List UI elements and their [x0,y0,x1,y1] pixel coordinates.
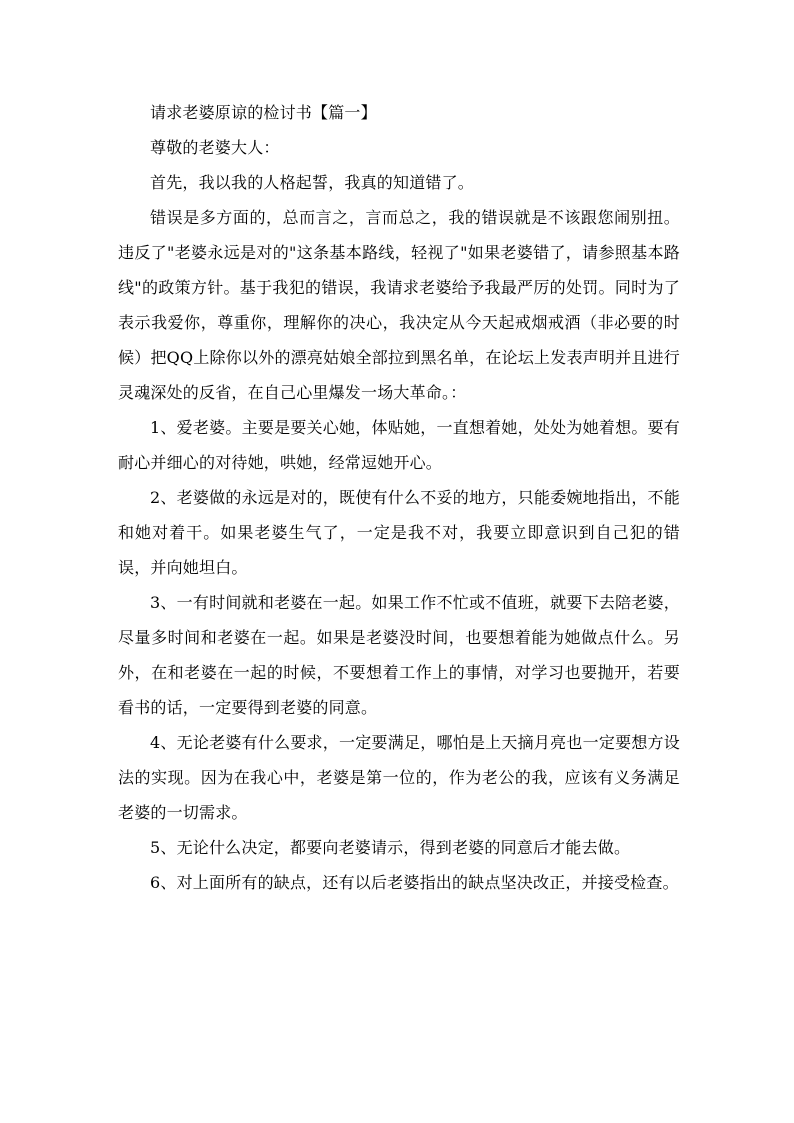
list-item: 2、老婆做的永远是对的，既使有什么不妥的地方，只能委婉地指出，不能和她对着干。如果老婆生气了，一定是我不对，我要立即意识到自己犯的错误，并向她坦白。 [118,488,680,577]
document-body [118,95,680,900]
intro-paragraph: 首先，我以我的人格起誓，我真的知道错了。 [150,173,475,192]
list-item: 1、爱老婆。主要是要关心她，体贴她，一直想着她，处处为她着想。要有耐心并细心的对待她，哄她，经常逗她开心。 [118,418,680,472]
salutation: 尊敬的老婆大人： [150,138,280,157]
list-item: 6、对上面所有的缺点，还有以后老婆指出的缺点坚决改正，并接受检查。 [150,873,679,892]
document-title: 请求老婆原谅的检讨书【篇一】 [150,103,377,122]
list-item: 3、一有时间就和老婆在一起。如果工作不忙或不值班，就要下去陪老婆，尽量多时间和老婆在一起。如果是老婆没时间，也要想着能为她做点什么。另外，在和老婆在一起的时候，不要想着工作上的事情，对学习也要抛开，若要看书的话，一定要得到老婆的同意。 [118,593,680,717]
list-item: 5、无论什么决定，都要向老婆请示，得到老婆的同意后才能去做。 [150,838,631,857]
body-paragraph: 错误是多方面的，总而言之，言而总之，我的错误就是不该跟您闹别扭。违反了"老婆永远是对的"这条基本路线，轻视了"如果老婆错了，请参照基本路线"的政策方针。基于我犯的错误，我请求老婆给予我最严厉的处罚。同时为了表示我爱你，尊重你，理解你的决心，我决定从今天起戒烟戒酒（非必要的时候）把QQ上除你以外的漂亮姑娘全部拉到黑名单，在论坛上发表声明并且进行灵魂深处的反省，在自己心里爆发一场大革命。： [118,208,680,402]
list-item: 4、无论老婆有什么要求，一定要满足，哪怕是上天摘月亮也一定要想方设法的实现。因为在我心中，老婆是第一位的，作为老公的我，应该有义务满足老婆的一切需求。 [118,733,680,822]
